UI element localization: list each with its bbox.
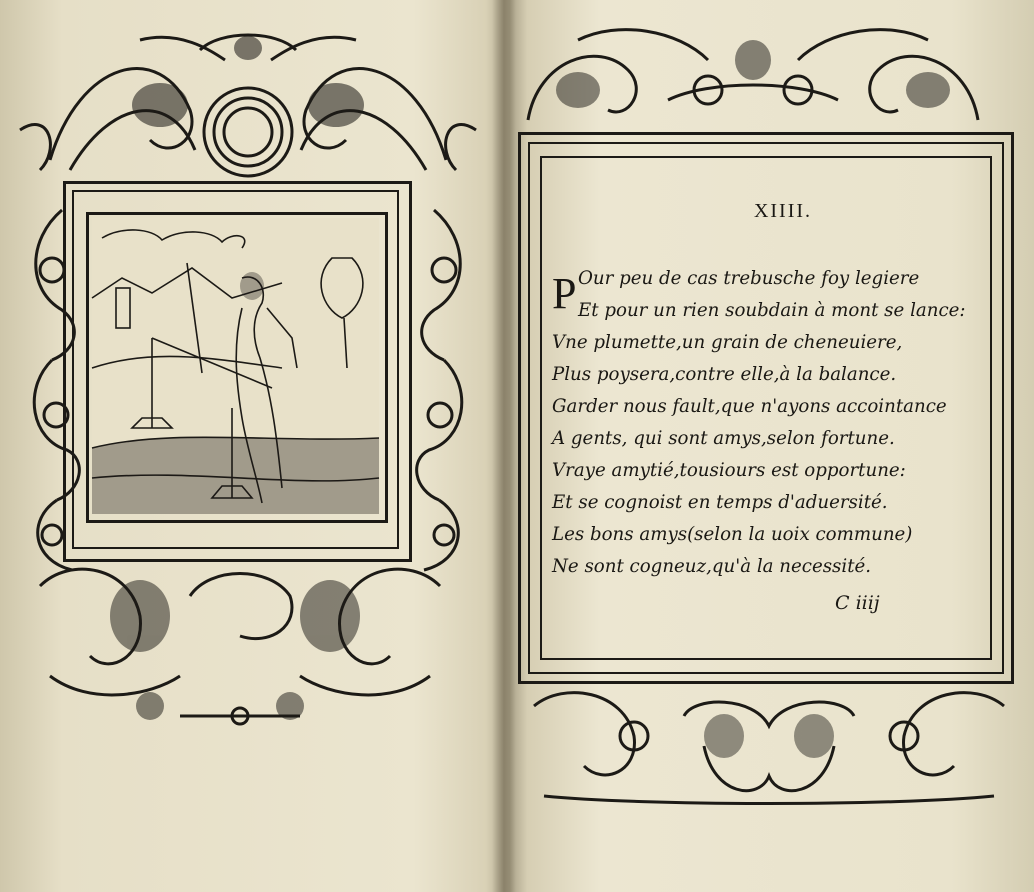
signature-mark: C iiij [835, 592, 880, 614]
woodcut-illustration [92, 218, 379, 514]
poem-line-5: Garder nous fault,que n'ayons accointance [552, 396, 947, 417]
poem-line-9: Les bons amys(selon la uoix commune) [552, 524, 913, 545]
left-top-ornament [20, 20, 480, 200]
poem-line-8: Et se cognoist en temps d'aduersité. [552, 492, 888, 513]
poem-line-6: A gents, qui sont amys,selon fortune. [552, 428, 895, 449]
poem-line-10: Ne sont cogneuz,qu'à la necessité. [552, 556, 872, 577]
left-side-ornament-right [404, 200, 474, 580]
emblem-number: XIIII. [753, 200, 813, 222]
poem-line-1: Our peu de cas trebusche foy legiere [578, 268, 920, 289]
poem-line-3: Vne plumette,un grain de cheneuiere, [552, 332, 903, 353]
drop-cap: P [552, 269, 577, 318]
right-bottom-ornament [524, 686, 1014, 816]
left-bottom-ornament [30, 556, 450, 736]
poem-line-2: Et pour un rien soubdain à mont se lance: [578, 300, 966, 321]
right-top-ornament [518, 20, 988, 140]
poem-line-4: Plus poysera,contre elle,à la balance. [552, 364, 897, 385]
poem-line-7: Vraye amytié,tousiours est opportune: [552, 460, 906, 481]
